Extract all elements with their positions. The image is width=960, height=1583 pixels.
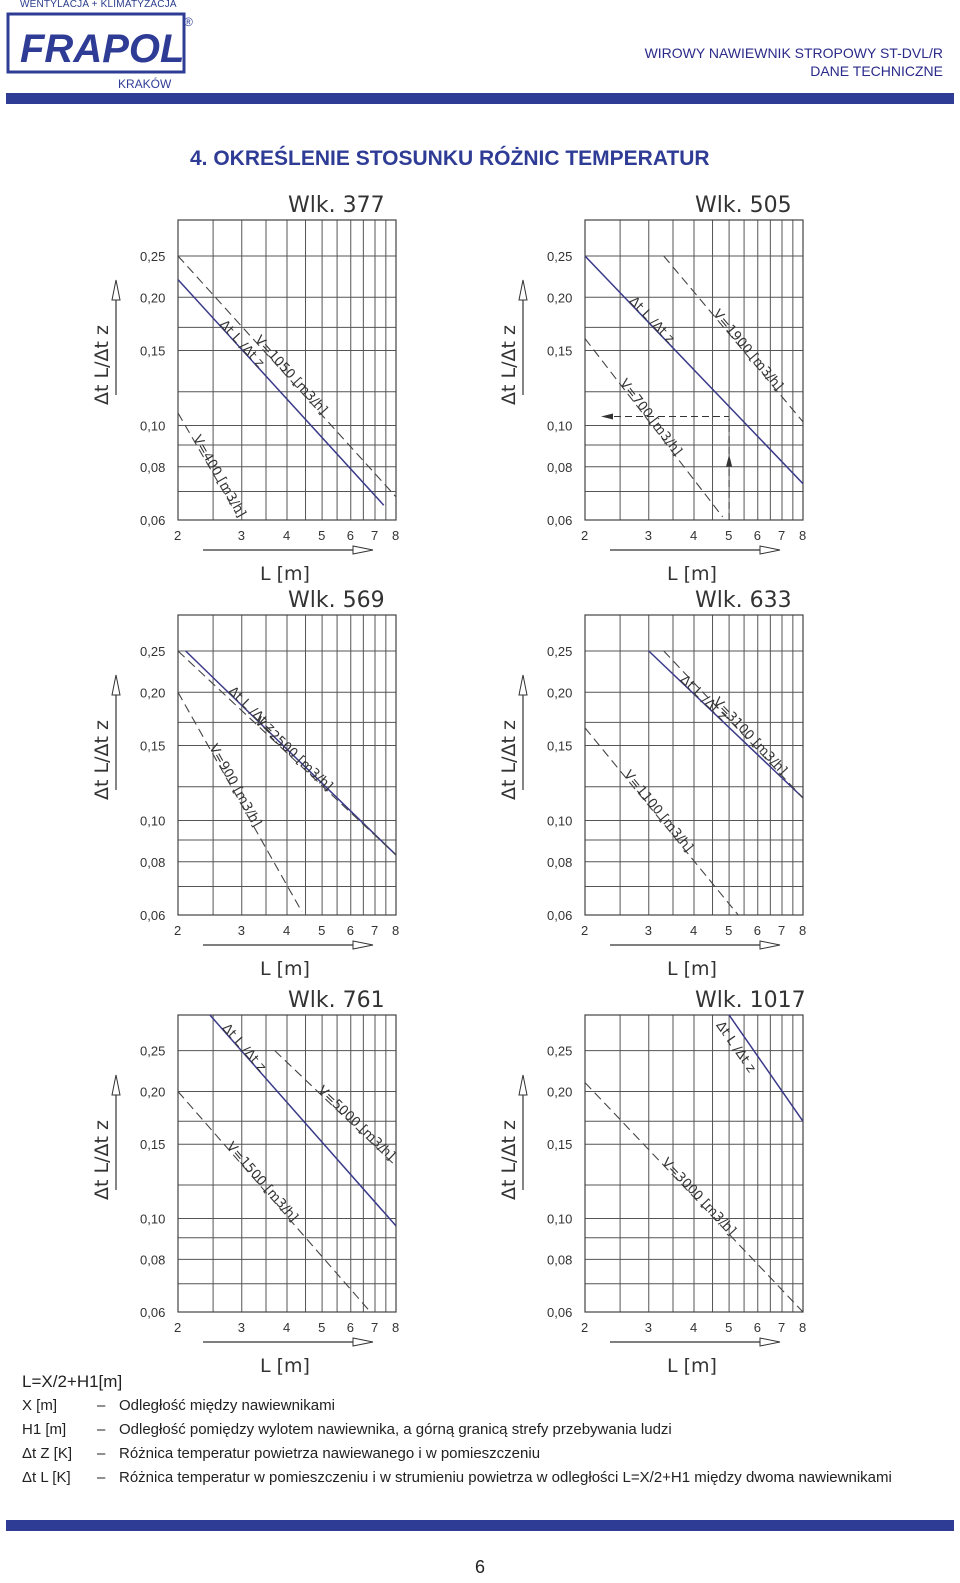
y-tick-label: 0,15 xyxy=(140,343,166,359)
y-tick-label: 0,15 xyxy=(140,738,166,754)
y-tick-label: 0,20 xyxy=(140,1084,166,1100)
x-tick-label: 4 xyxy=(283,923,291,938)
x-tick-label: 7 xyxy=(371,528,379,543)
logo-brand-text: FRAPOL xyxy=(20,27,185,71)
x-tick-label: 6 xyxy=(346,923,354,938)
chart-title: Wlk. 1017 xyxy=(695,988,806,1013)
x-tick-label: 3 xyxy=(644,528,652,543)
definition-key: H1 [m] xyxy=(22,1421,67,1438)
series-label: V=1500 [m3/h] xyxy=(223,1139,301,1226)
x-tick-label: 4 xyxy=(690,1320,698,1335)
y-axis-arrow-head-icon xyxy=(112,1075,120,1095)
x-axis-label: L [m] xyxy=(260,563,310,585)
x-tick-label: 5 xyxy=(318,528,326,543)
page-number: 6 xyxy=(474,1557,485,1577)
x-axis-arrow-head-icon xyxy=(353,546,373,554)
series-label: V=3000 [m3/h] xyxy=(658,1155,739,1239)
y-tick-label: 0,15 xyxy=(547,1137,573,1153)
chart-title: Wlk. 633 xyxy=(695,588,792,613)
definition-separator: – xyxy=(97,1469,106,1486)
x-tick-label: 2 xyxy=(581,1320,589,1335)
definition-row xyxy=(22,1469,892,1486)
document-title-line1: WIROWY NAWIEWNIK STROPOWY ST-DVL/R xyxy=(644,45,943,61)
series-label: V=2500 [m3/h] xyxy=(251,714,336,795)
x-axis-label: L [m] xyxy=(667,563,717,585)
y-axis-arrow-head-icon xyxy=(519,280,527,300)
x-tick-label: 2 xyxy=(174,528,182,543)
definition-row xyxy=(22,1445,540,1462)
chart-2 xyxy=(91,588,399,980)
logo-city-text: KRAKÓW xyxy=(118,77,172,91)
series-label: Δt L /Δt z xyxy=(216,317,267,371)
chart-title: Wlk. 761 xyxy=(288,988,385,1013)
header-tagline: WENTYLACJA + KLIMATYZACJA xyxy=(20,0,177,10)
x-tick-label: 3 xyxy=(644,1320,652,1335)
x-axis-label: L [m] xyxy=(260,1355,310,1377)
y-tick-label: 0,25 xyxy=(140,249,166,264)
formula: L=X/2+H1[m] xyxy=(22,1372,123,1391)
y-axis-label: Δt L/Δt z xyxy=(91,1120,113,1200)
x-tick-label: 7 xyxy=(778,528,786,543)
x-tick-label: 6 xyxy=(753,923,761,938)
y-axis-label: Δt L/Δt z xyxy=(91,720,113,800)
series-label: V=700 [m3/h] xyxy=(616,376,685,459)
y-tick-label: 0,08 xyxy=(140,854,166,870)
footer-band xyxy=(6,1520,954,1531)
series-label: Δt L /Δt z xyxy=(224,683,278,736)
x-tick-label: 5 xyxy=(318,923,326,938)
x-tick-label: 5 xyxy=(318,1320,326,1335)
definition-separator: – xyxy=(97,1421,106,1438)
x-axis-label: L [m] xyxy=(667,958,717,980)
y-tick-label: 0,20 xyxy=(547,1084,573,1100)
y-axis-label: Δt L/Δt z xyxy=(498,720,520,800)
x-tick-label: 7 xyxy=(371,1320,379,1335)
y-tick-label: 0,08 xyxy=(547,1252,573,1268)
x-tick-label: 8 xyxy=(799,528,807,543)
definition-text: Różnica temperatur powietrza nawiewanego i w pomieszczeniu xyxy=(119,1445,541,1462)
y-tick-label: 0,10 xyxy=(140,1211,166,1227)
y-tick-label: 0,06 xyxy=(547,908,573,923)
series-label: V=400 [m3/h] xyxy=(189,432,249,521)
x-tick-label: 7 xyxy=(778,923,786,938)
chart-1 xyxy=(498,193,806,585)
y-tick-label: 0,10 xyxy=(140,813,166,829)
x-tick-label: 8 xyxy=(799,923,807,938)
x-axis-arrow-head-icon xyxy=(353,941,373,949)
y-tick-label: 0,15 xyxy=(547,343,573,359)
x-tick-label: 5 xyxy=(725,528,733,543)
x-axis-arrow-head-icon xyxy=(760,546,780,554)
y-tick-label: 0,10 xyxy=(140,418,166,434)
y-tick-label: 0,20 xyxy=(140,685,166,701)
series-label: V=1050 [m3/h] xyxy=(251,332,331,418)
series-label: V=1900 [m3/h] xyxy=(709,306,786,394)
x-axis-label: L [m] xyxy=(667,1355,717,1377)
x-tick-label: 6 xyxy=(753,1320,761,1335)
y-tick-label: 0,10 xyxy=(547,418,573,434)
y-tick-label: 0,20 xyxy=(140,290,166,306)
x-tick-label: 7 xyxy=(778,1320,786,1335)
definition-text: Odległość pomiędzy wylotem nawiewnika, a górną granicą strefy przebywania ludzi xyxy=(119,1421,672,1438)
x-tick-label: 4 xyxy=(690,923,698,938)
x-tick-label: 8 xyxy=(392,528,400,543)
x-tick-label: 6 xyxy=(346,528,354,543)
y-tick-label: 0,08 xyxy=(547,854,573,870)
y-tick-label: 0,06 xyxy=(547,513,573,528)
definition-key: X [m] xyxy=(22,1397,58,1414)
y-tick-label: 0,08 xyxy=(140,459,166,475)
x-axis-arrow-head-icon xyxy=(760,1338,780,1346)
y-axis-label: Δt L/Δt z xyxy=(498,1120,520,1200)
y-tick-label: 0,25 xyxy=(140,644,166,659)
y-axis-label: Δt L/Δt z xyxy=(91,325,113,405)
x-tick-label: 4 xyxy=(690,528,698,543)
section-title: 4. OKREŚLENIE STOSUNKU RÓŻNIC TEMPERATUR xyxy=(190,147,710,170)
chart-title: Wlk. 377 xyxy=(288,193,385,218)
x-tick-label: 5 xyxy=(725,1320,733,1335)
y-tick-label: 0,25 xyxy=(547,644,573,659)
definition-text: Odległość między nawiewnikami xyxy=(119,1397,335,1414)
y-tick-label: 0,08 xyxy=(547,459,573,475)
y-tick-label: 0,10 xyxy=(547,1211,573,1227)
y-tick-label: 0,10 xyxy=(547,813,573,829)
x-tick-label: 2 xyxy=(174,923,182,938)
y-axis-arrow-head-icon xyxy=(519,1075,527,1095)
chart-0 xyxy=(91,193,399,585)
series-label: V=1100 [m3/h] xyxy=(620,767,696,856)
chart-4 xyxy=(91,979,399,1377)
series-label: V=3100 [m3/h] xyxy=(709,694,790,779)
series-label: V=5000 [m3/h] xyxy=(314,1083,398,1164)
series-label: V=900 [m3/h] xyxy=(205,741,265,830)
y-tick-label: 0,20 xyxy=(547,685,573,701)
x-axis-label: L [m] xyxy=(260,958,310,980)
definition-key: Δt L [K] xyxy=(22,1469,71,1486)
x-tick-label: 6 xyxy=(753,528,761,543)
definition-row xyxy=(22,1397,335,1414)
y-tick-label: 0,25 xyxy=(547,1043,573,1059)
x-tick-label: 3 xyxy=(237,923,245,938)
y-tick-label: 0,08 xyxy=(140,1252,166,1268)
y-tick-label: 0,06 xyxy=(140,513,166,528)
y-tick-label: 0,25 xyxy=(547,249,573,264)
definition-separator: – xyxy=(97,1445,106,1462)
y-axis-label: Δt L/Δt z xyxy=(498,325,520,405)
x-axis-arrow-head-icon xyxy=(760,941,780,949)
y-tick-label: 0,06 xyxy=(547,1305,573,1320)
x-tick-label: 3 xyxy=(237,528,245,543)
chart-title: Wlk. 505 xyxy=(695,193,792,218)
annotation-arrow-icon xyxy=(601,413,613,419)
x-tick-label: 4 xyxy=(283,1320,291,1335)
x-tick-label: 4 xyxy=(283,528,291,543)
x-tick-label: 2 xyxy=(581,923,589,938)
x-tick-label: 2 xyxy=(581,528,589,543)
definition-text: Różnica temperatur w pomieszczeniu i w strumieniu powietrza w odległości L=X/2+H1 między dwoma nawiewnikami xyxy=(119,1469,892,1486)
y-axis-arrow-head-icon xyxy=(519,675,527,695)
chart-title: Wlk. 569 xyxy=(288,588,385,613)
y-tick-label: 0,15 xyxy=(140,1137,166,1153)
y-axis-arrow-head-icon xyxy=(112,675,120,695)
x-tick-label: 3 xyxy=(644,923,652,938)
series-label: Δt L /Δt z xyxy=(218,1020,269,1076)
document-title-line2: DANE TECHNICZNE xyxy=(810,63,943,79)
chart-5 xyxy=(498,965,806,1377)
series-label: Δt L /Δt z xyxy=(676,672,730,724)
x-tick-label: 3 xyxy=(237,1320,245,1335)
series-label: Δt L /Δt z xyxy=(712,1018,759,1076)
annotation-arrow-icon xyxy=(726,454,732,466)
logo-registered-mark: ® xyxy=(184,15,193,29)
y-tick-label: 0,25 xyxy=(140,1043,166,1059)
x-tick-label: 8 xyxy=(392,1320,400,1335)
x-tick-label: 7 xyxy=(371,923,379,938)
x-tick-label: 8 xyxy=(799,1320,807,1335)
y-tick-label: 0,20 xyxy=(547,290,573,306)
y-tick-label: 0,15 xyxy=(547,738,573,754)
x-tick-label: 6 xyxy=(346,1320,354,1335)
x-tick-label: 5 xyxy=(725,923,733,938)
definition-separator: – xyxy=(97,1397,106,1414)
y-tick-label: 0,06 xyxy=(140,908,166,923)
x-tick-label: 2 xyxy=(174,1320,182,1335)
chart-3 xyxy=(498,588,806,980)
x-tick-label: 8 xyxy=(392,923,400,938)
series-label: Δt L /Δt z xyxy=(625,293,678,347)
x-axis-arrow-head-icon xyxy=(353,1338,373,1346)
definition-row xyxy=(22,1421,672,1438)
y-tick-label: 0,06 xyxy=(140,1305,166,1320)
definition-key: Δt Z [K] xyxy=(22,1445,73,1462)
y-axis-arrow-head-icon xyxy=(112,280,120,300)
